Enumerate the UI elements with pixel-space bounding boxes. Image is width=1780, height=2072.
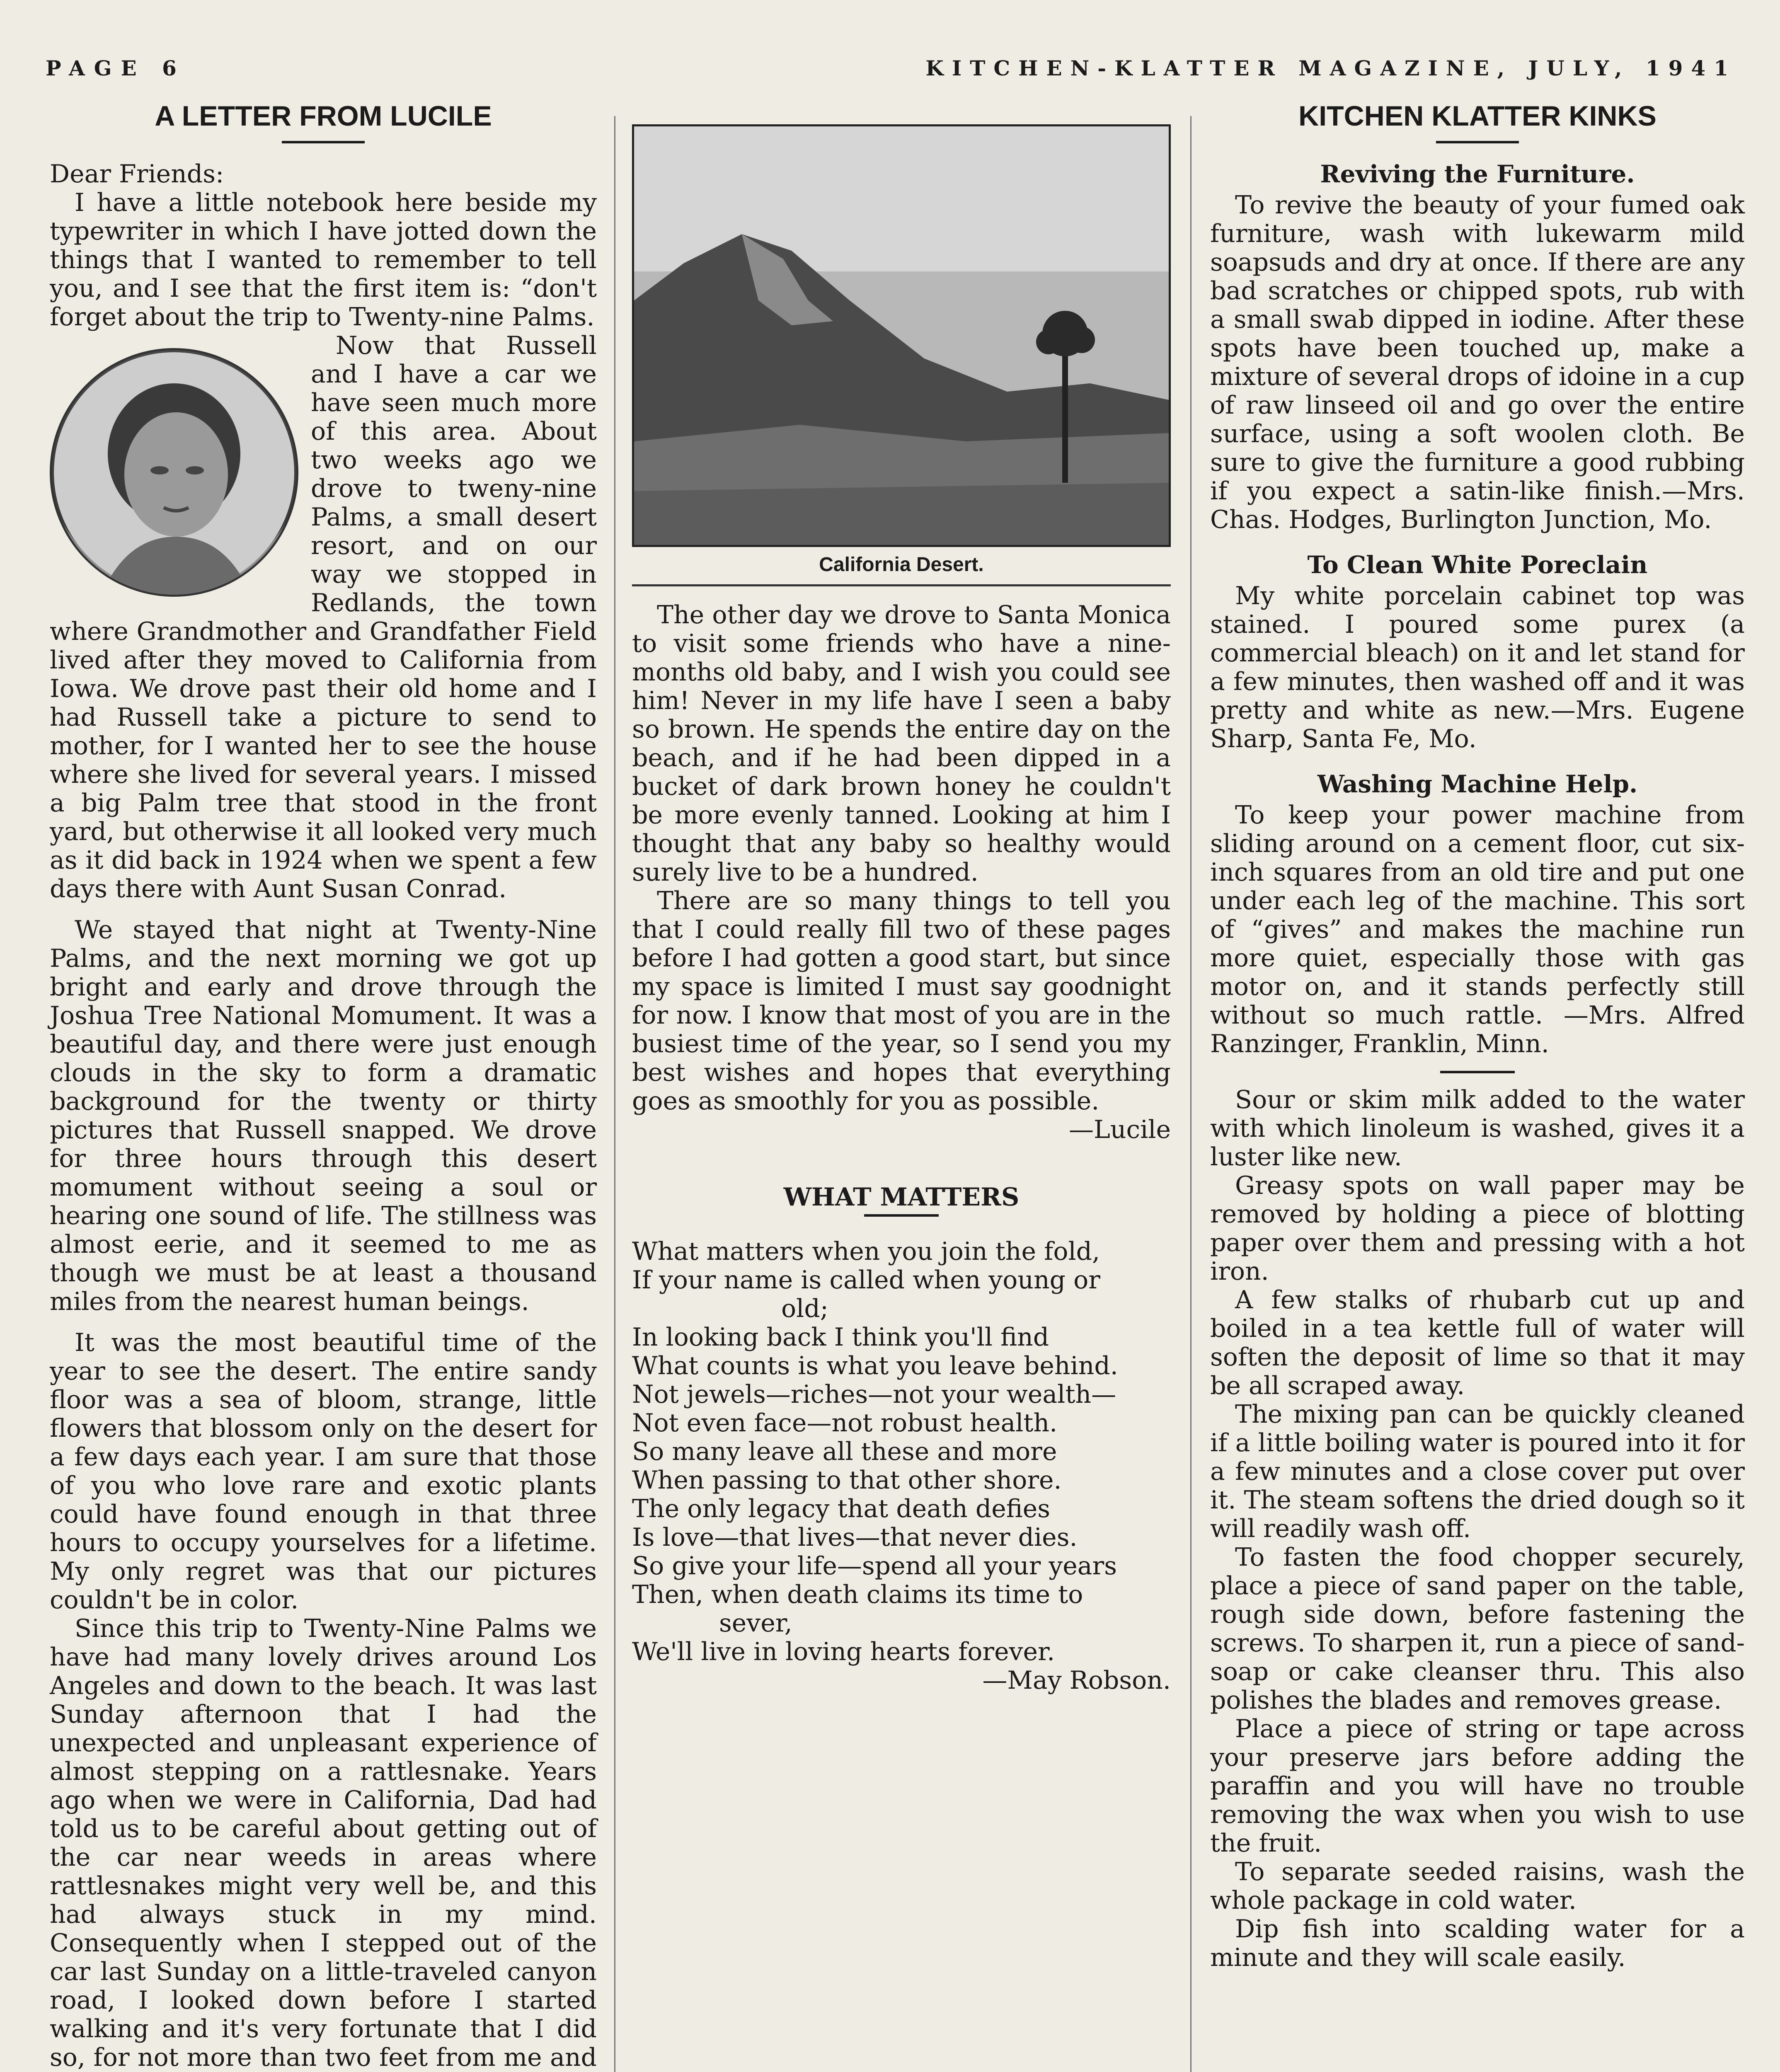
letter-paragraph: I have a little notebook here beside my typewriter in which I have jotted down the things that I wanted to remember to tell you, and I see that the first item is: “don't forget about the trip to Twenty-nine Palms. [50,188,597,332]
kink-heading: Washing Machine Help. [1317,770,1638,798]
poem-line: sever, [719,1609,792,1638]
letter-title: A LETTER FROM LUCILE [155,100,492,132]
kinks-separator [1440,1071,1515,1073]
photo-caption: California Desert. [819,554,984,576]
poem-line: What counts is what you leave behind. [632,1351,1118,1380]
poem-line: Then, when death claims its time to [632,1580,1083,1609]
kink-tip: Greasy spots on wall paper may be removed by holding a piece of blotting paper over them and pressing with a hot iron. [1210,1171,1745,1286]
kink-tip: To fasten the food chopper securely, place a piece of sand paper on the table, rough side down, before fastening the screws. To sharpen it, run a piece of sand-soap or cake cleanser thru. This also polishes the blades and removes grease. [1210,1543,1745,1715]
title-rule [282,141,365,143]
poem-line: We'll live in loving hearts forever. [632,1637,1055,1666]
column-divider [1190,116,1192,2072]
letter-paragraph: We stayed that night at Twenty-Nine Palms, and the next morning we got up bright and early and drove through the Joshua Tree National Momument. It was a beautiful day, and there were just enough clouds in the sky to form a dramatic background for the twenty or thirty pictures that Russell snapped. We drove for three hours through this desert momument without seeing a soul or hearing one sound of life. The stillness was almost eerie, and it seemed to me as though we must be at least a thousand miles from the nearest human beings. [50,915,597,1316]
kinks-column [1210,99,1745,1972]
poem-line: old; [781,1294,828,1323]
poem-title: WHAT MATTERS [783,1183,1020,1212]
poem-line: So many leave all these and more [632,1437,1057,1466]
poem-author: —May Robson. [982,1666,1171,1695]
letter-paragraph: There are so many things to tell you that I could really fill two of these pages before I had gotten a good start, but since my space is limited I must say goodnight for now. I know that most of you are in the busiest time of the year, so I send you my best wishes and hopes that everything goes as smoothly for you as possible. [632,886,1171,1116]
masthead: KITCHEN-KLATTER MAGAZINE, JULY, 1941 [925,56,1736,80]
kink-tip: Place a piece of string or tape across your preserve jars before adding the paraffin and you will have no trouble removing the wax when you wish to use the fruit. [1210,1714,1745,1858]
letter-signature: —Lucile [1069,1115,1171,1144]
page-header [46,56,1736,89]
page-number: PAGE 6 [46,56,186,80]
poem-line: What matters when you join the fold, [632,1237,1100,1266]
title-rule [1436,141,1519,143]
kink-text: To keep your power machine from sliding around on a cement floor, cut six-inch squares from an old tire and put one under each leg of the machine. This sort of “gives” and makes the machine run more quiet, especially those with gas motor on, and it stands perfectly still without so much rattle. —Mrs. Alfred Ranzinger, Franklin, Minn. [1210,801,1745,1058]
kink-heading: Reviving the Furniture. [1320,160,1635,188]
letter-paragraph: It was the most beautiful time of the year to see the desert. The entire sandy floor was a sea of bloom, strange, little flowers that blossom only on the desert for a few days each year. I am sure that those of you who love rare and exotic plants could have found enough in that three hours to occupy yourselves for a lifetime. My only regret was that our pictures couldn't be in color. [50,1328,597,1615]
letter-salutation: Dear Friends: [50,160,224,189]
portrait-photo [50,348,298,597]
poem-line: If your name is called when young or [632,1266,1100,1295]
desert-photo [632,124,1171,547]
portrait-image [52,350,296,595]
kink-tip: To separate seeded raisins, wash the whole package in cold water. [1210,1857,1745,1915]
letter-paragraph: Since this trip to Twenty-Nine Palms we have had many lovely drives around Los Angeles and down to the beach. It was last Sunday afternoon that I had the unexpected and unpleasant experience of almost stepping on a rattlesnake. Years ago when we were in California, Dad had told us to be careful about getting out of the car near weeds in areas where rattlesnakes might very well be, and this had always stuck in my mind. Consequently when I stepped out of the car last Sunday on a little-traveled canyon road, I looked down before I started walking and it's very fortunate that I did so, for not more than two feet from me and [50,1614,597,2072]
kink-text: My white porcelain cabinet top was stained. I poured some purex (a commercial bleach) on it and let stand for a few minutes, then washed off and it was pretty and white as new.—Mrs. Eugene Sharp, Santa Fe, Mo. [1210,581,1745,753]
caption-rule [632,584,1171,586]
kink-tip: A few stalks of rhubarb cut up and boiled in a tea kettle full of water will soften the deposit of lime so that it may be all scraped away. [1210,1285,1745,1400]
kink-tip: Sour or skim milk added to the water with which linoleum is washed, gives it a luster like new. [1210,1085,1745,1172]
poem-line: So give your life—spend all your years [632,1552,1117,1581]
desert-landscape-image [634,126,1169,545]
poem-body [632,1237,1171,1695]
poem-line: Not jewels—riches—not your wealth— [632,1380,1116,1409]
letter-column [50,99,597,2072]
kinks-title: KITCHEN KLATTER KINKS [1298,100,1656,132]
poem-line: Not even face—not robust health. [632,1409,1058,1438]
poem-line: Is love—that lives—that never dies. [632,1523,1078,1552]
poem-line: When passing to that other shore. [632,1466,1062,1495]
desert-photo-figure [632,124,1171,597]
letter-paragraph: Now that Russell and I have a car we have seen much more of this area. About two weeks ago we drove to tweny-nine Palms, a small desert resort, and on our way we stopped in Redlands, the town where Grandmother and Grandfather Field lived after they moved to California from Iowa. We drove past their old home and I had Russell take a picture to send to mother, for I wanted her to see the house where she lived for several years. I missed a big Palm tree that stood in the front yard, but otherwise it all looked very much as it did back in 1924 when we spent a few days there with Aunt Susan Conrad. [50,331,597,903]
poem-line: The only legacy that death defies [632,1494,1051,1523]
letter-paragraph: The other day we drove to Santa Monica to visit some friends who have a nine-months old baby, and I wish you could see him! Never in my life have I seen a baby so brown. He spends the entire day on the beach, and if he had been dipped in a bucket of dark brown honey he couldn't be more evenly tanned. Looking at him I thought that any baby so healthy would surely live to be a hundred. [632,600,1171,887]
letter-continuation-column [632,601,1171,1695]
poem-line: In looking back I think you'll find [632,1323,1049,1352]
poem-title-rule [864,1214,939,1217]
kink-tip: Dip fish into scalding water for a minute and they will scale easily. [1210,1915,1745,1972]
kink-heading: To Clean White Poreclain [1307,551,1648,579]
column-divider [614,116,615,2072]
kink-text: To revive the beauty of your fumed oak furniture, wash with lukewarm mild soapsuds and dry at once. If there are any bad scratches or chipped spots, rub with a small swab dipped in iodine. After these spots have been touched up, make a mixture of several drops of idoine in a cup of raw linseed oil and go over the entire surface, using a soft woolen cloth. Be sure to give the furniture a good rubbing if you expect a satin-like finish.—Mrs. Chas. Hodges, Burlington Junction, Mo. [1210,191,1745,534]
kink-tip: The mixing pan can be quickly cleaned if a little boiling water is poured into it for a few minutes and a close cover put over it. The steam softens the dried dough so it will readily wash off. [1210,1400,1745,1543]
